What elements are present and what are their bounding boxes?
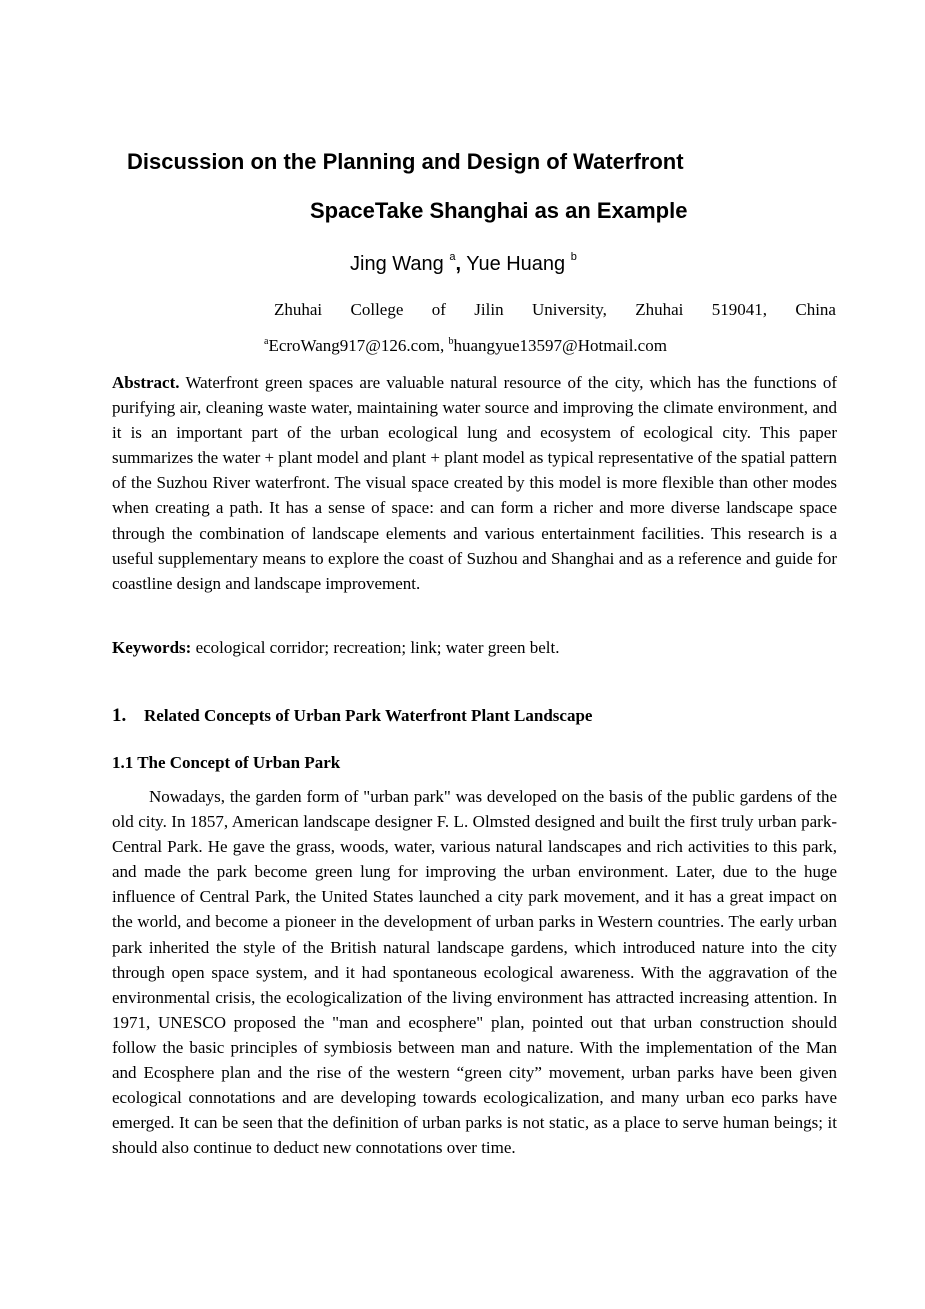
author-name: Yue Huang bbox=[466, 253, 566, 275]
affiliation-word: 519041, bbox=[711, 300, 767, 319]
email-superscript: a bbox=[264, 336, 269, 347]
affiliation-word: of bbox=[431, 300, 446, 319]
affiliation-word: China bbox=[795, 300, 836, 319]
affiliation-word: College bbox=[350, 300, 404, 319]
paper-title-line-2: SpaceTake Shanghai as an Example bbox=[310, 198, 688, 223]
affiliation-word: Zhuhai bbox=[274, 300, 323, 319]
affiliation-word: Jilin bbox=[474, 300, 504, 319]
email-address: EcroWang917@126.com, bbox=[268, 336, 449, 355]
paper-title-line-1: Discussion on the Planning and Design of Waterfront bbox=[127, 149, 684, 174]
subsection-heading: 1.1 The Concept of Urban Park bbox=[112, 753, 341, 772]
affiliation-word: Zhuhai bbox=[635, 300, 684, 319]
author-emails bbox=[264, 332, 667, 356]
abstract-text: Waterfront green spaces are valuable natural resource of the city, which has the functions of purifying air, cleaning waste water, maintaining water source and improving the climate environment, and it is an important part of the urban ecological lung and ecosystem of ecological city. This paper summarizes the water + plant model and plant + plant model as typical representative of the spatial pattern of the Suzhou River waterfront. The visual space created by this model is more flexible than other modes when creating a path. It has a sense of space: and can form a richer and more diverse landscape space through the combination of landscape elements and various entertainment facilities. This research is a useful supplementary means to explore the coast of Suzhou and Shanghai and as a reference and guide for coastline design and landscape improvement. bbox=[112, 373, 837, 593]
author-list bbox=[350, 252, 577, 274]
author-superscript: b bbox=[570, 251, 577, 263]
keywords bbox=[112, 635, 837, 660]
keywords-text: ecological corridor; recreation; link; water green belt. bbox=[195, 638, 560, 657]
email-superscript: b bbox=[448, 336, 454, 347]
section-number: 1. bbox=[112, 705, 127, 726]
section-title: Related Concepts of Urban Park Waterfront Plant Landscape bbox=[144, 706, 593, 725]
section-heading bbox=[112, 704, 592, 728]
affiliation bbox=[274, 300, 836, 320]
author-separator: , bbox=[455, 253, 461, 275]
abstract-label: Abstract. bbox=[112, 373, 180, 392]
author-name: Jing Wang bbox=[350, 253, 444, 275]
abstract bbox=[112, 370, 837, 596]
body-paragraph: Nowadays, the garden form of "urban park" was developed on the basis of the public gardens of the old city. In 1857, American landscape designer F. L. Olmsted designed and built the first truly urban park-Central Park. He gave the grass, woods, water, various natural landscapes and rich activities to this park, and made the park become green lung for improving the urban environment. Later, due to the huge influence of Central Park, the United States launched a city park movement, and it has a great impact on the world, and become a pioneer in the development of urban parks in Western countries. The early urban park inherited the style of the British natural landscape gardens, which introduced nature into the city through open space system, and it had spontaneous ecological awareness. With the aggravation of the environmental crisis, the ecologicalization of the living environment has attracted increasing attention. In 1971, UNESCO proposed the "man and ecosphere" plan, pointed out that urban construction should follow the basic principles of symbiosis between man and nature. With the implementation of the Man and Ecosphere plan and the rise of the western “green city” movement, urban parks have been given ecological connotations and are developing towards ecologicalization, and many urban eco parks have emerged. It can be seen that the definition of urban parks is not static, as a place to serve human beings; it should also continue to deduct new connotations over time. bbox=[112, 787, 837, 1158]
affiliation-word: University, bbox=[531, 300, 607, 319]
author-superscript: a bbox=[449, 251, 456, 263]
email-address: huangyue13597@Hotmail.com bbox=[453, 336, 667, 355]
keywords-label: Keywords: bbox=[112, 638, 192, 657]
